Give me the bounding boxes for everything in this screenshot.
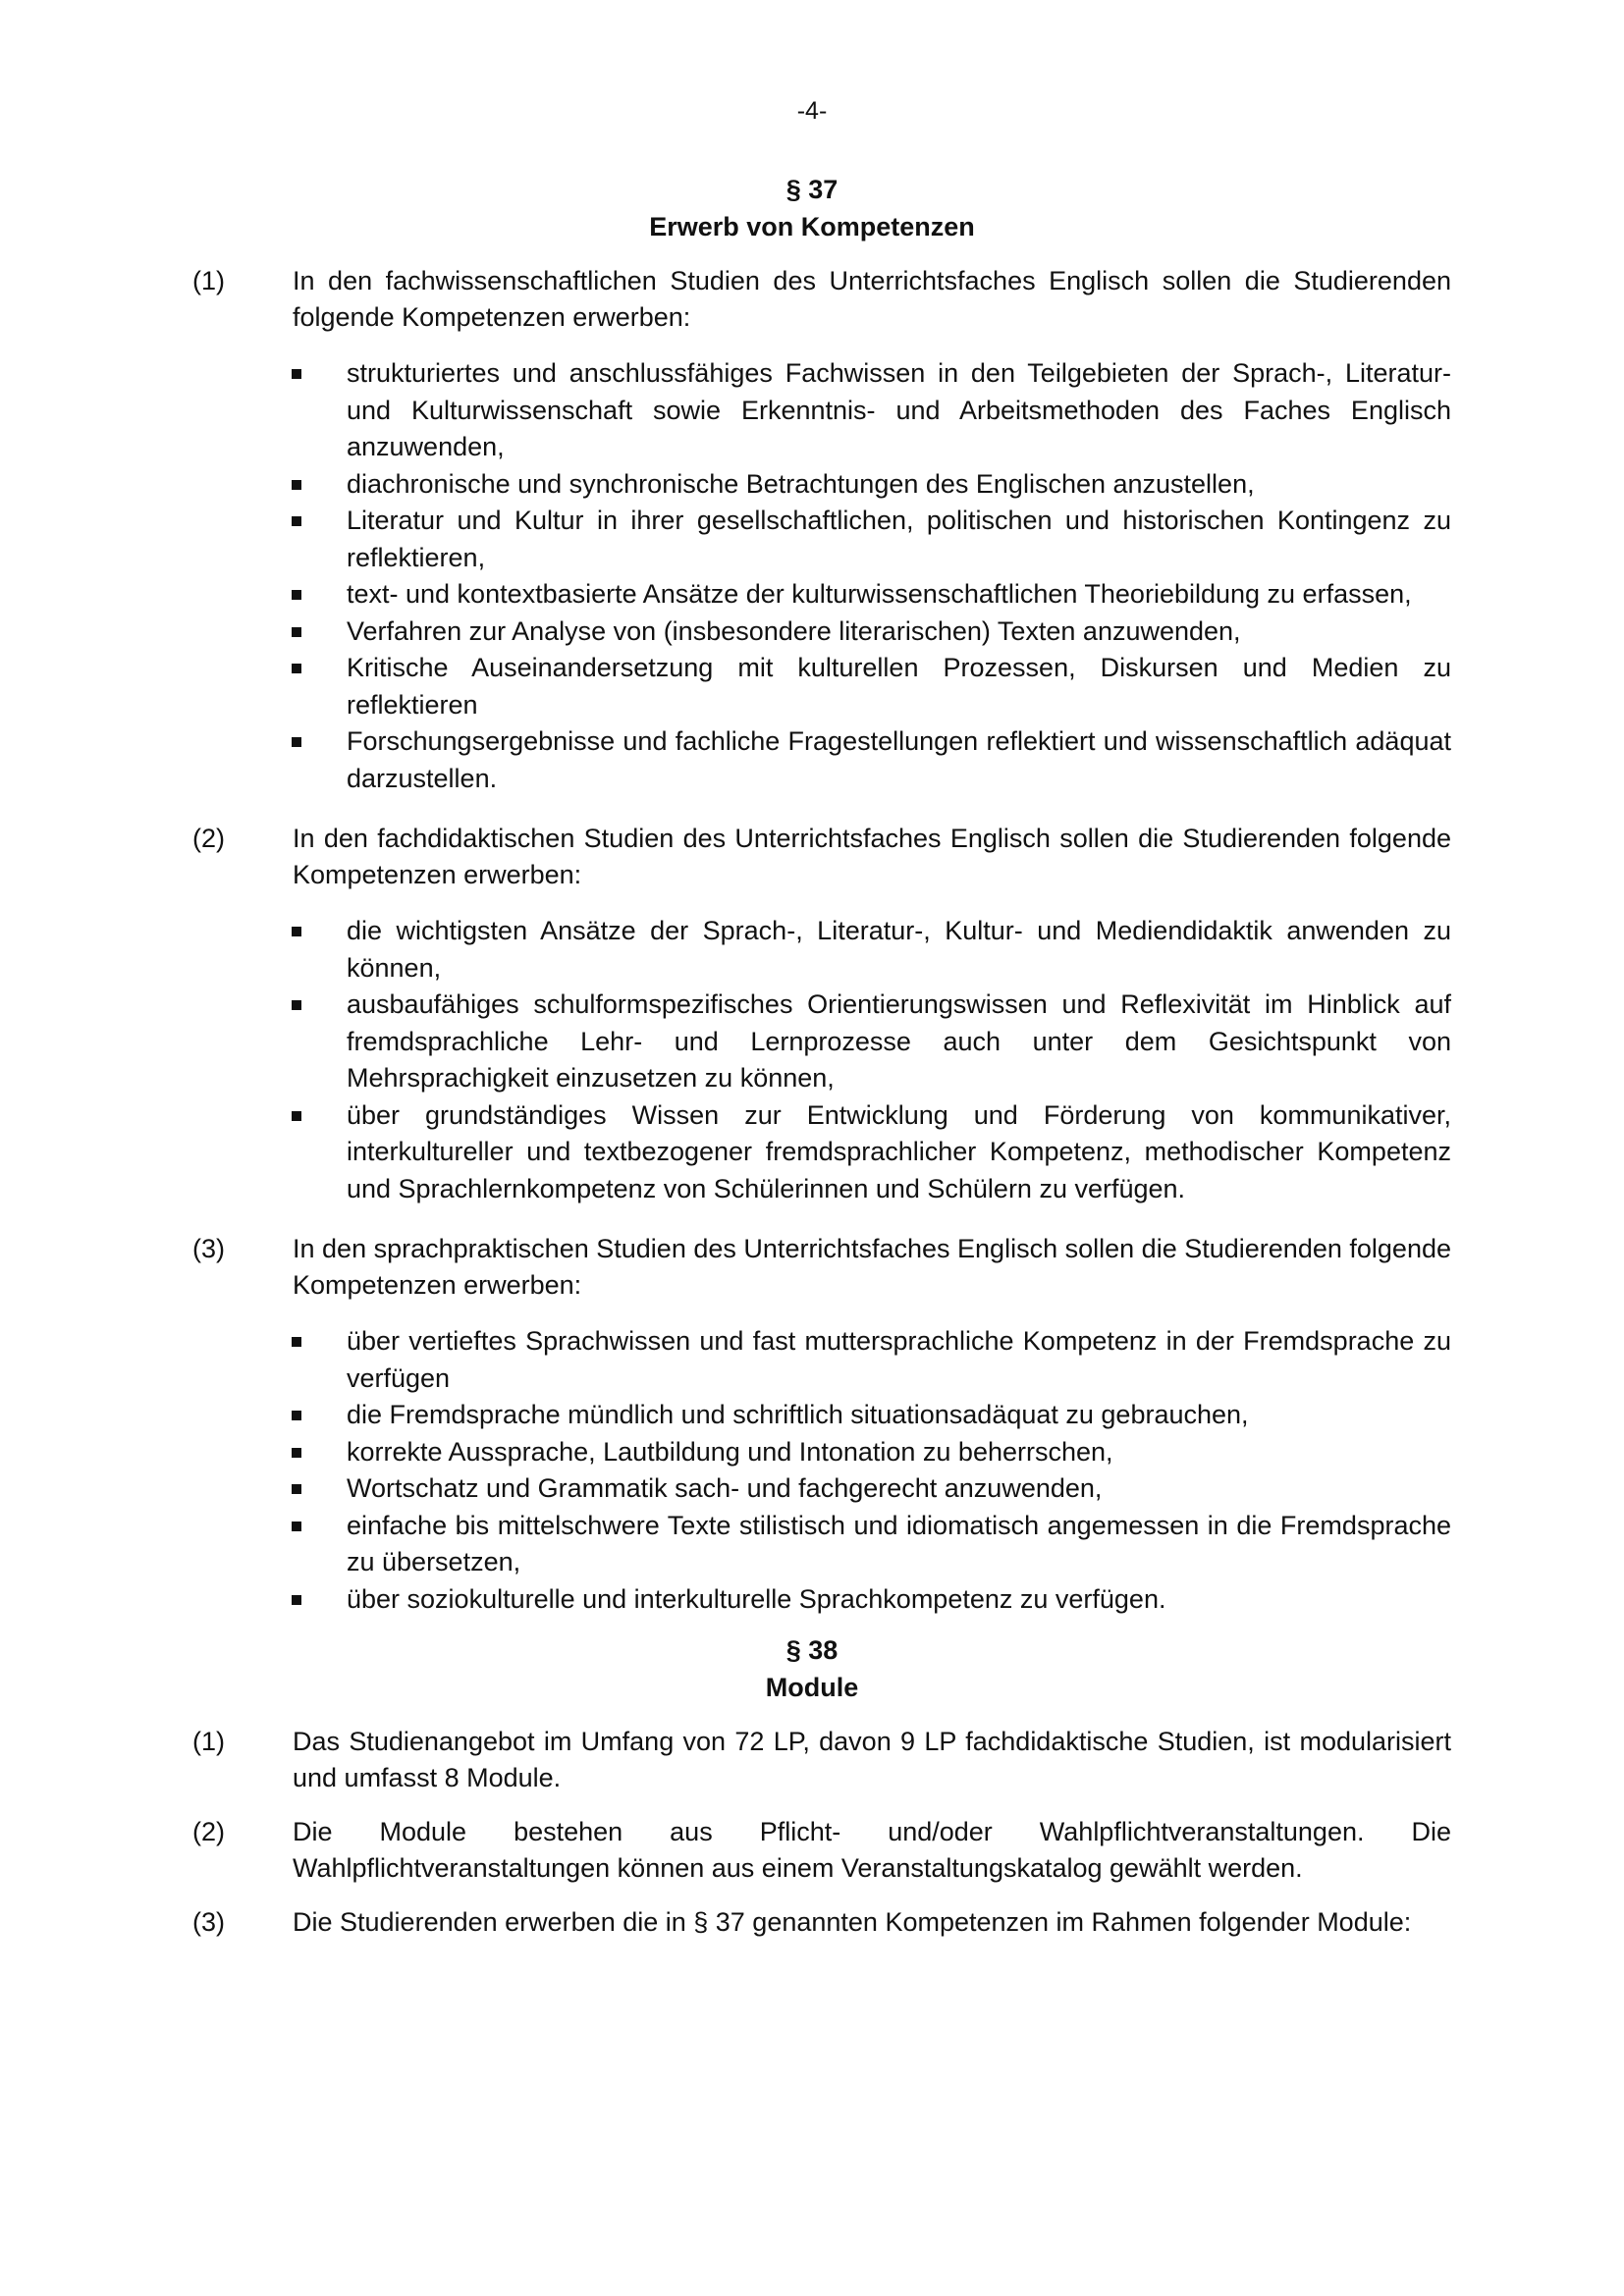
bullet-square-icon — [292, 627, 301, 637]
list-item: ausbaufähiges schulformspezifisches Orientierungswissen und Reflexivität im Hinblick auf fremdsprachliche Lehr- und Lernprozesse auch unter dem Gesichtspunkt von Mehrsprachigkeit einzusetzen zu können, — [0, 987, 1624, 1097]
list-item: über soziokulturelle und interkulturelle Sprachkompetenz zu verfügen. — [0, 1581, 1624, 1619]
paragraph-number: (3) — [192, 1234, 225, 1263]
bullet-square-icon — [292, 664, 301, 673]
section-38-number: § 38 — [785, 1635, 839, 1665]
paragraph-number: (2) — [192, 1817, 225, 1846]
list-item: Wortschatz und Grammatik sach- und fachgerecht anzuwenden, — [0, 1470, 1624, 1508]
list-item: strukturiertes und anschlussfähiges Fachwissen in den Teilgebieten der Sprach-, Literatur- und Kulturwissenschaft sowie Erkenntnis- und Arbeitsmethoden des Faches Englisch anzuwenden, — [0, 355, 1624, 466]
bullet-square-icon — [292, 1595, 301, 1605]
bullet-square-icon — [292, 1411, 301, 1420]
list-item: die wichtigsten Ansätze der Sprach-, Literatur-, Kultur- und Mediendidaktik anwenden zu können, — [0, 913, 1624, 987]
bullet-square-icon — [292, 1522, 301, 1531]
paragraph-text: In den fachwissenschaftlichen Studien des Unterrichtsfaches Englisch sollen die Studierenden folgende Kompetenzen erwerben: — [293, 266, 1451, 332]
list-item: Literatur und Kultur in ihrer gesellschaftlichen, politischen und historischen Kontingenz zu reflektieren, — [0, 503, 1624, 576]
paragraph-text: In den fachdidaktischen Studien des Unterrichtsfaches Englisch sollen die Studierenden folgende Kompetenzen erwerben: — [293, 824, 1451, 889]
bullet-square-icon — [292, 590, 301, 600]
section-37-paragraph-2-list — [0, 913, 1624, 1207]
bullet-square-icon — [292, 737, 301, 747]
list-item: über vertieftes Sprachwissen und fast muttersprachliche Kompetenz in der Fremdsprache zu verfügen — [0, 1323, 1624, 1397]
list-item: Forschungsergebnisse und fachliche Fragestellungen reflektiert und wissenschaftlich adäquat darzustellen. — [0, 723, 1624, 797]
bullet-square-icon — [292, 1000, 301, 1010]
paragraph-text: Die Module bestehen aus Pflicht- und/oder Wahlpflichtveranstaltungen. Die Wahlpflichtveranstaltungen können aus einem Veranstaltungskatalog gewählt werden. — [293, 1817, 1451, 1883]
paragraph-number: (1) — [192, 1727, 225, 1756]
paragraph-text: In den sprachpraktischen Studien des Unterrichtsfaches Englisch sollen die Studierenden folgende Kompetenzen erwerben: — [293, 1234, 1451, 1300]
page-number: -4- — [796, 97, 828, 125]
list-item: Kritische Auseinandersetzung mit kulturellen Prozessen, Diskursen und Medien zu reflektieren — [0, 650, 1624, 723]
list-item: text- und kontextbasierte Ansätze der kulturwissenschaftlichen Theoriebildung zu erfassen, — [0, 576, 1624, 614]
list-item: die Fremdsprache mündlich und schriftlich situationsadäquat zu gebrauchen, — [0, 1397, 1624, 1434]
paragraph-number: (2) — [192, 824, 225, 853]
section-37-paragraph-3-list — [0, 1323, 1624, 1618]
section-37-paragraph-1-list — [0, 355, 1624, 797]
bullet-square-icon — [292, 516, 301, 526]
bullet-square-icon — [292, 1484, 301, 1494]
section-38-title: Module — [765, 1673, 859, 1702]
section-37-number: § 37 — [785, 175, 839, 204]
section-37-title: Erwerb von Kompetenzen — [649, 212, 975, 241]
paragraph-number: (3) — [192, 1907, 225, 1937]
paragraph-text: Das Studienangebot im Umfang von 72 LP, davon 9 LP fachdidaktische Studien, ist modularisiert und umfasst 8 Module. — [293, 1727, 1451, 1792]
list-item: diachronische und synchronische Betrachtungen des Englischen anzustellen, — [0, 466, 1624, 504]
paragraph-number: (1) — [192, 266, 225, 295]
bullet-square-icon — [292, 480, 301, 490]
bullet-square-icon — [292, 369, 301, 379]
list-item: über grundständiges Wissen zur Entwicklung und Förderung von kommunikativer, interkultureller und textbezogener fremdsprachlicher Kompetenz, methodischer Kompetenz und Sprachlernkompetenz von Schülerinnen und Schülern zu verfügen. — [0, 1097, 1624, 1208]
bullet-square-icon — [292, 1448, 301, 1458]
bullet-square-icon — [292, 1337, 301, 1347]
paragraph-text: Die Studierenden erwerben die in § 37 genannten Kompetenzen im Rahmen folgender Module: — [293, 1907, 1412, 1937]
list-item: einfache bis mittelschwere Texte stilistisch und idiomatisch angemessen in die Fremdsprache zu übersetzen, — [0, 1508, 1624, 1581]
bullet-square-icon — [292, 1111, 301, 1121]
list-item: korrekte Aussprache, Lautbildung und Intonation zu beherrschen, — [0, 1434, 1624, 1471]
bullet-square-icon — [292, 927, 301, 936]
list-item: Verfahren zur Analyse von (insbesondere literarischen) Texten anzuwenden, — [0, 614, 1624, 651]
